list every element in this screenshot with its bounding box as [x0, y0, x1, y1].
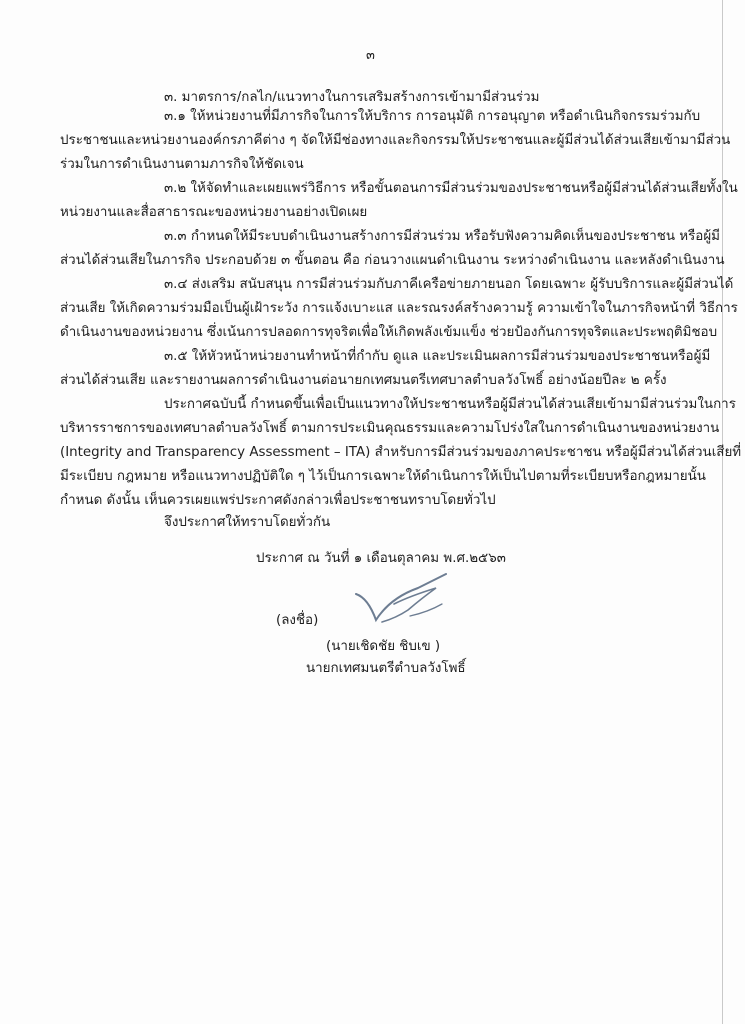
paragraph-line: ส่วนเสีย ให้เกิดความร่วมมือเป็นผู้เฝ้าระวัง การแจ้งเบาะแส และรณรงค์สร้างความรู้ ความเข้าใจในภารกิจหน้าที่ วิธีการ	[60, 301, 738, 316]
paragraph-line: (Integrity and Transparency Assessment – ITA) สำหรับการมีส่วนร่วมของภาคประชาชน หรือผู้มีส่วนได้ส่วนเสียที่	[60, 445, 742, 460]
paragraph-line: บริหารราชการของเทศบาลตำบลวังโพธิ์ ตามการประเมินคุณธรรมและความโปร่งใสในการดำเนินงานของหน่วยงาน	[60, 421, 720, 436]
paragraph-line: ๓.๑ ให้หน่วยงานที่มีภารกิจในการให้บริการ การอนุมัติ การอนุญาต หรือดำเนินกิจกรรมร่วมกับ	[164, 109, 701, 124]
paragraph-line: ๓.๕ ให้หัวหน้าหน่วยงานทำหน้าที่กำกับ ดูแล และประเมินผลการมีส่วนร่วมของประชาชนหรือผู้มี	[164, 349, 711, 364]
handwritten-signature	[350, 568, 450, 628]
paragraph-line: หน่วยงานและสื่อสาธารณะของหน่วยงานอย่างเปิดเผย	[60, 205, 368, 220]
page-number: ๓	[366, 48, 375, 63]
paragraph-line: ร่วมในการดำเนินงานตามภารกิจให้ชัดเจน	[60, 157, 304, 172]
paragraph-line: ส่วนได้ส่วนเสียในภารกิจ ประกอบด้วย ๓ ขั้นตอน คือ ก่อนวางแผนดำเนินงาน ระหว่างดำเนินงาน และหลังดำเนินงาน	[60, 253, 725, 268]
closing-statement: จึงประกาศให้ทราบโดยทั่วกัน	[164, 515, 331, 530]
paragraph-line: ประชาชนและหน่วยงานองค์กรภาคีต่าง ๆ จัดให้มีช่องทางและกิจกรรมให้ประชาชนและผู้มีส่วนได้ส่วนเสียเข้ามามีส่วน	[60, 133, 731, 148]
paragraph-line: ๓.๒ ให้จัดทำและเผยแพร่วิธีการ หรือขั้นตอนการมีส่วนร่วมของประชาชนหรือผู้มีส่วนได้ส่วนเสียทั้งใน	[164, 181, 738, 196]
signer-title: นายกเทศมนตรีตำบลวังโพธิ์	[306, 661, 466, 676]
announcement-date: ประกาศ ณ วันที่ ๑ เดือนตุลาคม พ.ศ.๒๕๖๓	[256, 551, 506, 566]
paragraph-line: กำหนด ดังนั้น เห็นควรเผยแพร่ประกาศดังกล่าวเพื่อประชาชนทราบโดยทั่วไป	[60, 493, 496, 508]
signer-name: (นายเชิดชัย ชิบเข )	[326, 639, 441, 654]
signature-label: (ลงชื่อ)	[276, 613, 319, 628]
paragraph-line: ๓.๔ ส่งเสริม สนับสนุน การมีส่วนร่วมกับภาคีเครือข่ายภายนอก โดยเฉพาะ ผู้รับบริการและผู้มีส่วนได้	[164, 277, 734, 292]
section-heading: ๓. มาตรการ/กลไก/แนวทางในการเสริมสร้างการเข้ามามีส่วนร่วม	[164, 90, 540, 105]
paragraph-line: ดำเนินงานของหน่วยงาน ซึ่งเน้นการปลอดการทุจริตเพื่อให้เกิดพลังเข้มแข็ง ช่วยป้องกันการทุจริตและประพฤติมิชอบ	[60, 325, 718, 340]
paragraph-line: ส่วนได้ส่วนเสีย และรายงานผลการดำเนินงานต่อนายกเทศมนตรีเทศบาลตำบลวังโพธิ์ อย่างน้อยปีละ ๒ ครั้ง	[60, 373, 667, 388]
paragraph-line: ๓.๓ กำหนดให้มีระบบดำเนินงานสร้างการมีส่วนร่วม หรือรับฟังความคิดเห็นของประชาชน หรือผู้มี	[164, 229, 720, 244]
paragraph-line: ประกาศฉบับนี้ กำหนดขึ้นเพื่อเป็นแนวทางให้ประชาชนหรือผู้มีส่วนได้ส่วนเสียเข้ามามีส่วนร่วมในการ	[164, 397, 736, 412]
page-edge-line	[722, 0, 723, 1024]
paragraph-line: มีระเบียบ กฎหมาย หรือแนวทางปฏิบัติใด ๆ ไว้เป็นการเฉพาะให้ดำเนินการให้เป็นไปตามที่ระเบียบหรือกฎหมายนั้น	[60, 469, 706, 484]
